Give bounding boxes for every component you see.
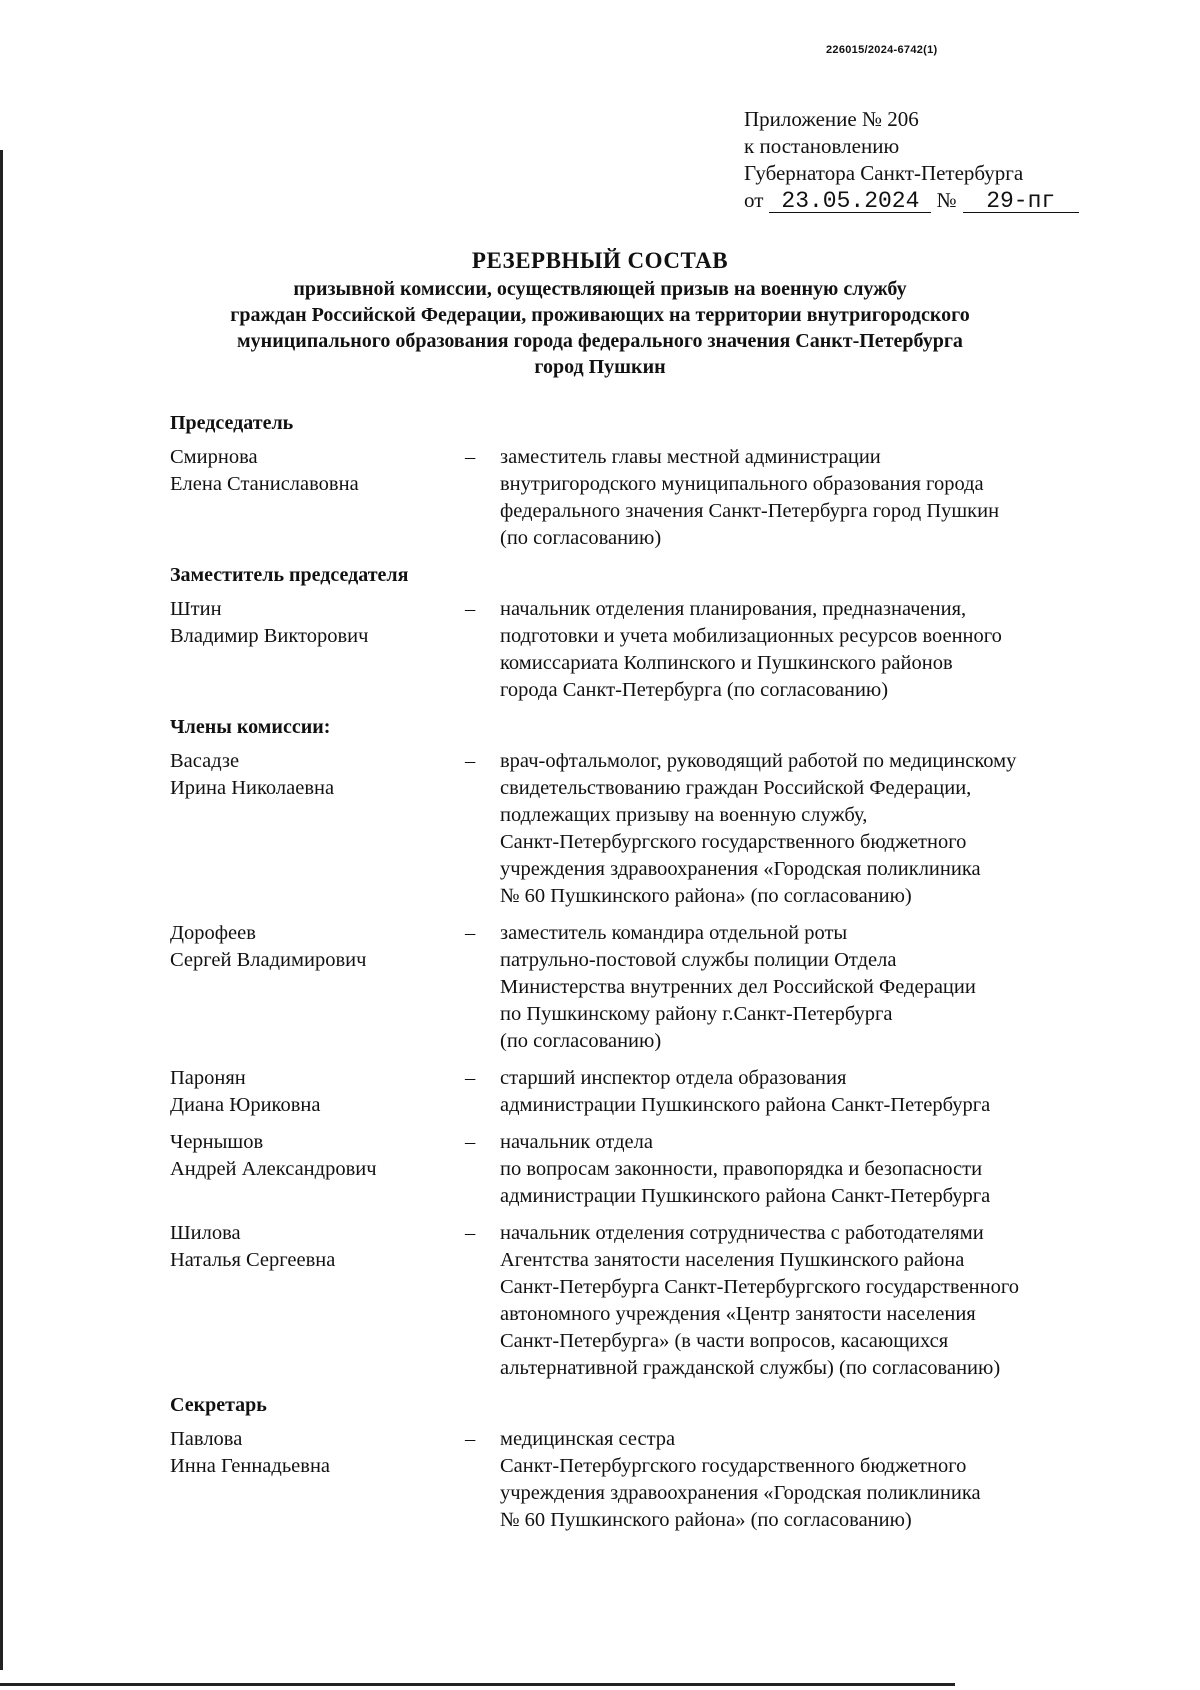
member-name [170, 920, 465, 1055]
member-row [170, 1129, 1130, 1210]
member-position: медицинская сестра Санкт-Петербургского государственного бюджетного учреждения здравоохранения «Городская поликлиника № 60 Пушкинского района» (по согласованию) [500, 1428, 981, 1531]
member-row [170, 596, 1130, 704]
commission-list [170, 410, 1130, 1544]
role-heading-deputy: Заместитель председателя [170, 564, 409, 586]
member-dash: – [465, 1222, 476, 1244]
member-name [170, 748, 465, 910]
document-subtitle: призывной комиссии, осуществляющей призыв на военную службу граждан Российской Федерации, проживающих на территории внутригородского муниципального образования города федерального значения Санкт-Петербурга город Пушкин [230, 278, 970, 378]
member-given-names: Наталья Сергеевна [170, 1249, 336, 1271]
member-row [170, 1065, 1130, 1119]
members-group [170, 748, 1130, 1382]
member-name [170, 1426, 465, 1534]
member-given-names: Диана Юриковна [170, 1094, 321, 1116]
chairman-group [170, 444, 1130, 552]
appendix-line: Приложение № 206 [744, 107, 919, 131]
member-dash: – [465, 750, 476, 772]
scan-edge-left [0, 150, 3, 1670]
decree-number: 29-пг [963, 190, 1079, 213]
member-position: начальник отдела по вопросам законности, правопорядка и безопасности администрации Пушкинского района Санкт-Петербурга [500, 1131, 991, 1207]
member-row [170, 920, 1130, 1055]
secretary-group [170, 1426, 1130, 1534]
member-given-names: Андрей Александрович [170, 1158, 377, 1180]
member-dash: – [465, 1428, 476, 1450]
date-prefix: от [744, 188, 764, 212]
role-heading-chairman: Председатель [170, 412, 294, 434]
appendix-date-line [744, 187, 1079, 214]
member-position: старший инспектор отдела образования администрации Пушкинского района Санкт-Петербурга [500, 1067, 991, 1116]
member-dash: – [465, 1131, 476, 1153]
member-row [170, 444, 1130, 552]
appendix-line: Губернатора Санкт-Петербурга [744, 161, 1024, 185]
member-name [170, 1220, 465, 1382]
member-surname: Павлова [170, 1428, 243, 1450]
member-surname: Васадзе [170, 750, 240, 772]
appendix-block [744, 106, 1079, 214]
role-heading-members: Члены комиссии: [170, 716, 331, 738]
title-block [150, 246, 1050, 380]
member-name [170, 1065, 465, 1119]
scan-edge-bottom [0, 1683, 955, 1686]
member-position: начальник отделения планирования, предназначения, подготовки и учета мобилизационных ресурсов военного комиссариата Колпинского и Пушкинского районов города Санкт-Петербурга (по согласованию) [500, 598, 1002, 701]
member-surname: Шилова [170, 1222, 241, 1244]
member-given-names: Сергей Владимирович [170, 949, 367, 971]
member-surname: Чернышов [170, 1131, 264, 1153]
member-name [170, 444, 465, 552]
member-position: начальник отделения сотрудничества с работодателями Агентства занятости населения Пушкинского района Санкт-Петербурга Санкт-Петербургского государственного автономного учреждения «Центр занятости населения Санкт-Петербурга» (в части вопросов, касающихся альтернативной гражданской службы) (по согласованию) [500, 1222, 1020, 1379]
member-surname: Паронян [170, 1067, 246, 1089]
appendix-line: к постановлению [744, 134, 900, 158]
member-dash: – [465, 446, 476, 468]
member-dash: – [465, 922, 476, 944]
document-title: РЕЗЕРВНЫЙ СОСТАВ [471, 248, 729, 273]
member-name [170, 596, 465, 704]
deputy-group [170, 596, 1130, 704]
member-given-names: Ирина Николаевна [170, 777, 335, 799]
member-row [170, 1426, 1130, 1534]
member-surname: Дорофеев [170, 922, 256, 944]
member-given-names: Елена Станиславовна [170, 473, 359, 495]
member-position: врач-офтальмолог, руководящий работой по медицинскому свидетельствованию граждан Российской Федерации, подлежащих призыву на военную службу, Санкт-Петербургского государственного бюджетного учреждения здравоохранения «Городская поликлиника № 60 Пушкинского района» (по согласованию) [500, 750, 1017, 907]
member-given-names: Инна Геннадьевна [170, 1455, 331, 1477]
role-heading-secretary: Секретарь [170, 1394, 267, 1416]
number-prefix: № [936, 188, 957, 212]
member-row [170, 748, 1130, 910]
member-position: заместитель командира отдельной роты патрульно-постовой службы полиции Отдела Министерства внутренних дел Российской Федерации по Пушкинскому району г.Санкт-Петербурга (по согласованию) [500, 922, 976, 1052]
member-given-names: Владимир Викторович [170, 625, 369, 647]
member-surname: Штин [170, 598, 222, 620]
member-name [170, 1129, 465, 1210]
decree-date: 23.05.2024 [769, 190, 931, 213]
registration-number: 226015/2024-6742(1) [826, 44, 938, 56]
member-dash: – [465, 598, 476, 620]
member-position: заместитель главы местной администрации внутригородского муниципального образования города федерального значения Санкт-Петербурга город Пушкин (по согласованию) [500, 446, 1000, 549]
member-surname: Смирнова [170, 446, 258, 468]
member-dash: – [465, 1067, 476, 1089]
member-row [170, 1220, 1130, 1382]
